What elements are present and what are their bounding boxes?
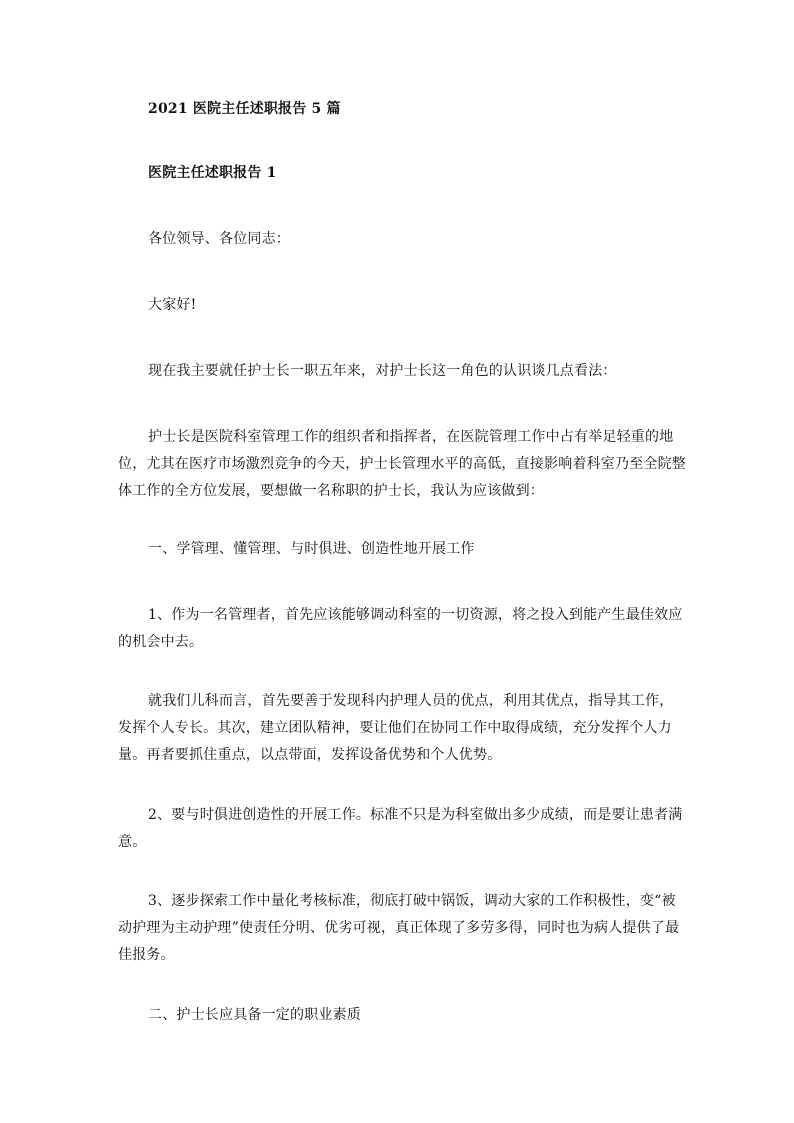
- greeting: 大家好!: [148, 297, 197, 313]
- document-subtitle: 医院主任述职报告 1: [148, 165, 277, 181]
- item-3: 3、逐步探索工作中量化考核标准，彻底打破中锅饭，调动大家的工作积极性，变“被动护理为主动护理”使责任分明、优劣可视，真正体现了多劳多得，同时也为病人提供了最佳报务。: [118, 893, 680, 963]
- section-2-heading: 二、护士长应具备一定的职业素质: [148, 1007, 361, 1023]
- salutation: 各位领导、各位同志：: [148, 231, 290, 247]
- item-2: 2、要与时俱进创造性的开展工作。标准不只是为科室做出多少成绩，而是要让患者满意。: [118, 807, 683, 850]
- intro-paragraph: 现在我主要就任护士长一职五年来，对护士长这一角色的认识谈几点看法：: [148, 363, 617, 379]
- document-title: 2021 医院主任述职报告 5 篇: [148, 101, 341, 117]
- item-1: 1、作为一名管理者，首先应该能够调动科室的一切资源，将之投入到能产生最佳效应的机会中去。: [118, 607, 683, 650]
- paragraph-2: 就我们儿科而言，首先要善于发现科内护理人员的优点，利用其优点，指导其工作，发挥个人专长。其次，建立团队精神，要让他们在协同工作中取得成绩，充分发挥个人力量。再者要抓住重点，以点带面，发挥设备优势和个人优势。: [118, 693, 674, 763]
- section-1-heading: 一、学管理、懂管理、与时俱进、创造性地开展工作: [148, 541, 475, 557]
- paragraph-1: 护士长是医院科室管理工作的组织者和指挥者，在医院管理工作中占有举足轻重的地位，尤其在医疗市场激烈竞争的今天，护士长管理水平的高低，直接影响着科室乃至全院整体工作的全方位发展，要想做一名称职的护士长，我认为应该做到：: [118, 429, 686, 499]
